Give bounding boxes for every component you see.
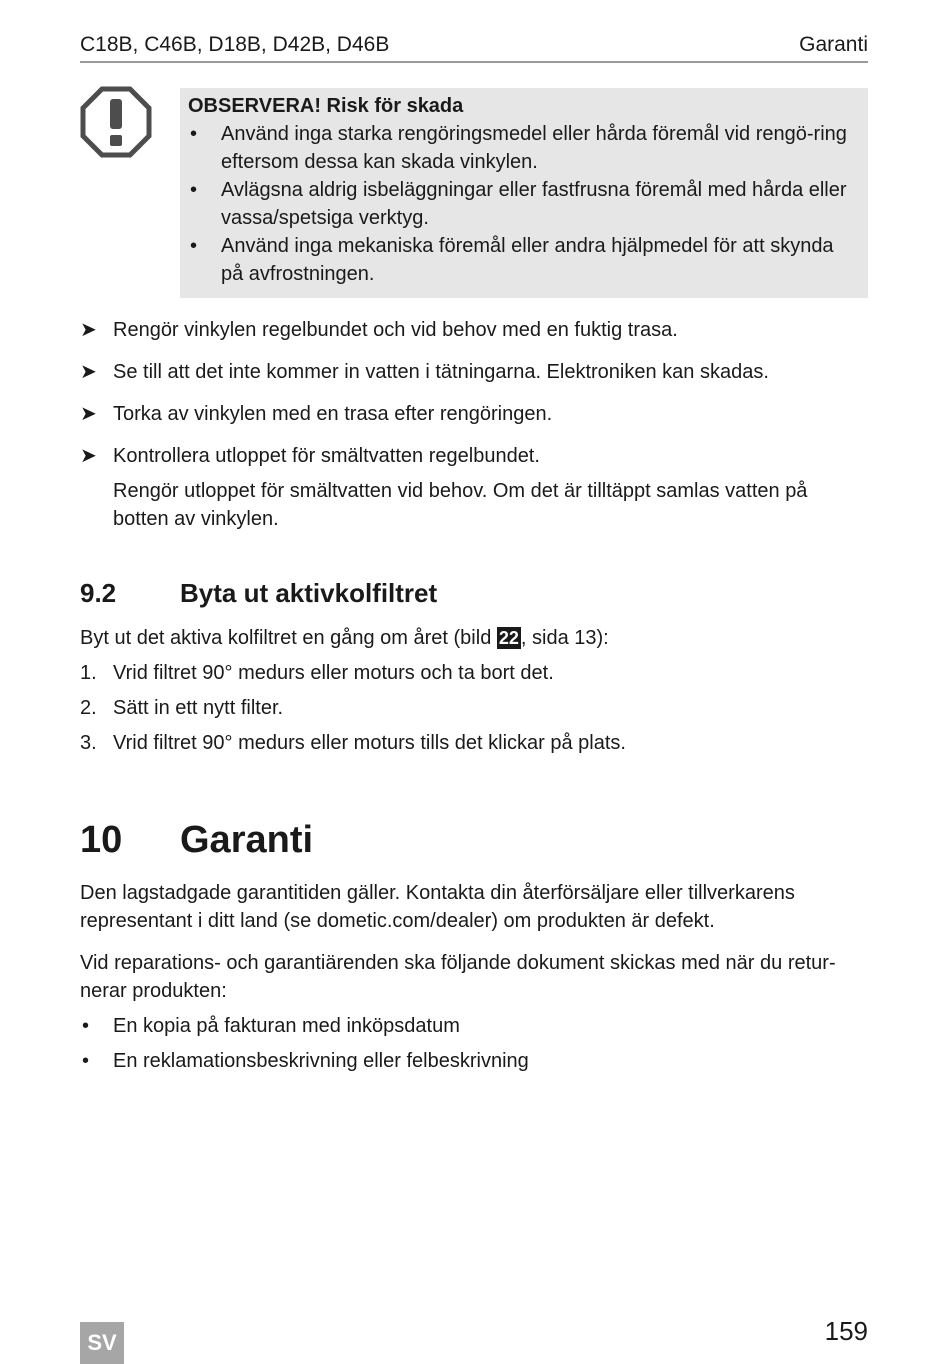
step-text: Torka av vinkylen med en trasa efter rengöringen. [113,403,553,425]
header-section: Garanti [799,33,868,56]
numbered-step [80,729,868,757]
step-item [80,442,868,533]
notice-item: • Använd inga mekaniska föremål eller andra hjälpmedel för att skynda på avfrostningen. [188,232,860,288]
step-number: 3. [80,732,97,754]
figure-reference: 22 [498,628,519,648]
notice-item: • Använd inga starka rengöringsmedel eller hårda föremål vid rengö-ring eftersom dessa kan skada vinkylen. [188,120,860,176]
numbered-step [80,694,868,722]
step-number: 1. [80,662,97,684]
arrow-right-icon: ➤ [80,319,97,341]
step-note: Rengör utloppet för smältvatten vid behov. Om det är tilltäppt samlas vatten på botten av vinkylen. [113,480,808,530]
document-item: • En reklamationsbeskrivning eller felbeskrivning [80,1047,868,1075]
intro-text: Byt ut det aktiva kolfiltret en gång om året (bild [80,627,497,649]
chapter-title: Garanti [180,819,314,861]
intro-text-end: , sida 13): [520,627,609,649]
step-text: Rengör vinkylen regelbundet och vid behov med en fuktig trasa. [113,319,678,341]
step-text: Se till att det inte kommer in vatten i tätningarna. Elektroniken kan skadas. [113,361,769,383]
header-rule [80,61,868,63]
document-list [80,1012,868,1082]
section-number: 9.2 [80,578,117,608]
arrow-right-icon: ➤ [80,403,97,425]
step-text: Kontrollera utloppet för smältvatten regelbundet. [113,445,540,467]
header-models: C18B, C46B, D18B, D42B, D46B [80,33,390,56]
notice-item: • Avlägsna aldrig isbeläggningar eller fastfrusna föremål med hårda eller vassa/spetsiga verktyg. [188,176,860,232]
warranty-paragraph: Den lagstadgade garantitiden gäller. Kontakta din återförsäljare eller tillverkarens representant i ditt land (se dometic.com/dealer) om produkten är defekt. [80,882,795,932]
chapter-number: 10 [80,819,123,861]
arrow-right-icon: ➤ [80,361,97,383]
numbered-step [80,659,868,687]
step-text: Sätt in ett nytt filter. [113,697,284,719]
exclamation-octagon-icon [80,86,152,158]
notice-list [188,120,860,288]
language-badge: SV [80,1322,124,1364]
document-item: • En kopia på fakturan med inköpsdatum [80,1012,868,1040]
filter-steps [80,659,868,764]
step-number: 2. [80,697,97,719]
page-number: 159 [824,1316,868,1346]
step-item [80,400,868,428]
step-item [80,358,868,386]
arrow-right-icon: ➤ [80,445,97,467]
section-title: Byta ut aktivkolfiltret [180,578,438,608]
step-text: Vrid filtret 90° medurs eller moturs tills det klickar på plats. [113,732,626,754]
cleaning-steps [80,316,868,547]
return-paragraph: Vid reparations- och garantiärenden ska följande dokument skickas med när du retur-nerar produkten: [80,952,836,1002]
step-text: Vrid filtret 90° medurs eller moturs och ta bort det. [113,662,554,684]
notice-title: OBSERVERA! Risk för skada [188,95,464,117]
section-intro [80,624,868,652]
step-item [80,316,868,344]
